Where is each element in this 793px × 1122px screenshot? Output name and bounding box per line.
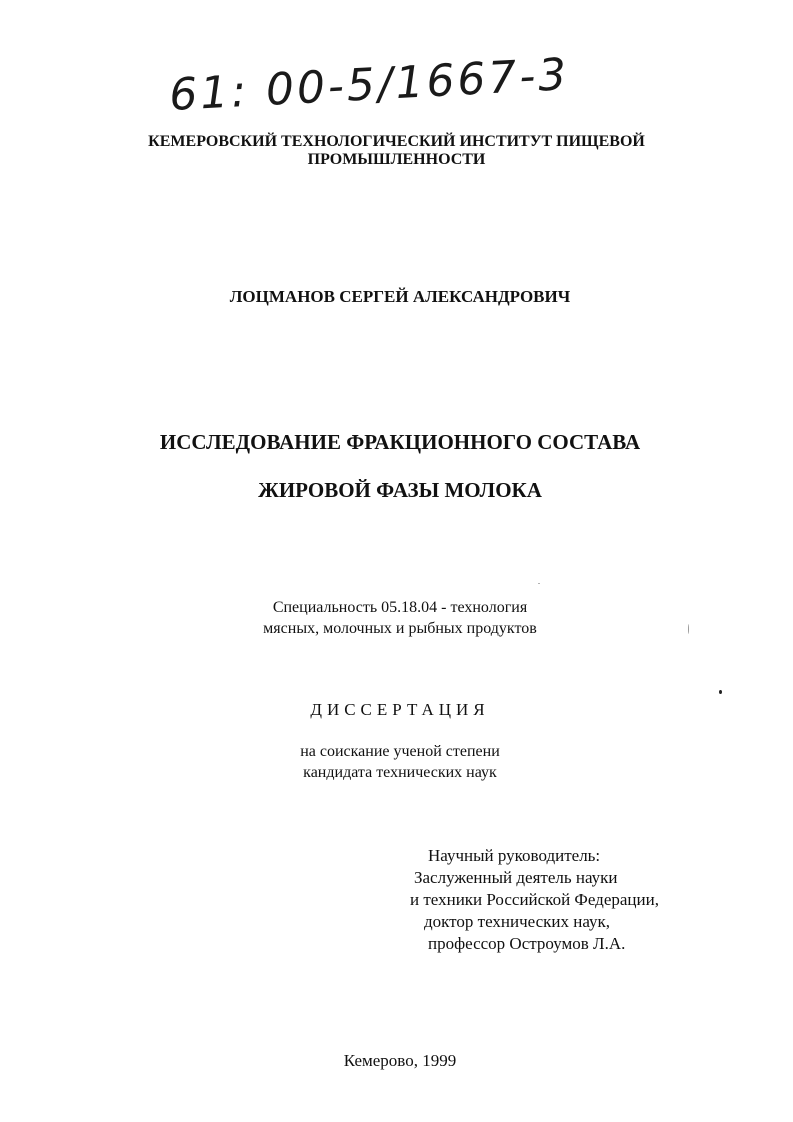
dissertation-title-line-1: ИССЛЕДОВАНИЕ ФРАКЦИОННОГО СОСТАВА — [159, 430, 641, 454]
supervisor-line-1: Научный руководитель: — [428, 846, 601, 865]
author-name: ЛОЦМАНОВ СЕРГЕЙ АЛЕКСАНДРОВИЧ — [229, 287, 571, 306]
supervisor-line-5: профессор Остроумов Л.А. — [428, 934, 626, 953]
specialty-line-1: Специальность 05.18.04 - технология — [272, 599, 528, 616]
supervisor-line-3: и техники Российской Федерации, — [410, 890, 659, 909]
scan-speck — [688, 624, 689, 634]
dissertation-title-line-2: ЖИРОВОЙ ФАЗЫ МОЛОКА — [258, 478, 542, 502]
place-and-year: Кемерово, 1999 — [343, 1051, 457, 1070]
document-type: ДИССЕРТАЦИЯ — [310, 700, 490, 719]
degree-line-1: на соискание ученой степени — [300, 743, 500, 760]
archive-code-handwritten: 61: 00-5/1667-3 — [168, 49, 571, 121]
specialty — [100, 597, 700, 639]
institute-line-2: ПРОМЫШЛЕННОСТИ — [307, 151, 486, 168]
institute-line-1: КЕМЕРОВСКИЙ ТЕХНОЛОГИЧЕСКИЙ ИНСТИТУТ ПИЩЕВОЙ — [148, 133, 645, 150]
supervisor-line-2: Заслуженный деятель науки — [414, 868, 618, 887]
scan-speck — [538, 583, 540, 584]
institute-name — [100, 133, 693, 169]
degree-line-2: кандидата технических наук — [303, 764, 497, 781]
scan-speck — [719, 690, 722, 694]
degree-description — [100, 741, 700, 783]
supervisor-block — [410, 845, 659, 955]
specialty-line-2: мясных, молочных и рыбных продуктов — [263, 620, 537, 637]
supervisor-line-4: доктор технических наук, — [424, 912, 611, 931]
